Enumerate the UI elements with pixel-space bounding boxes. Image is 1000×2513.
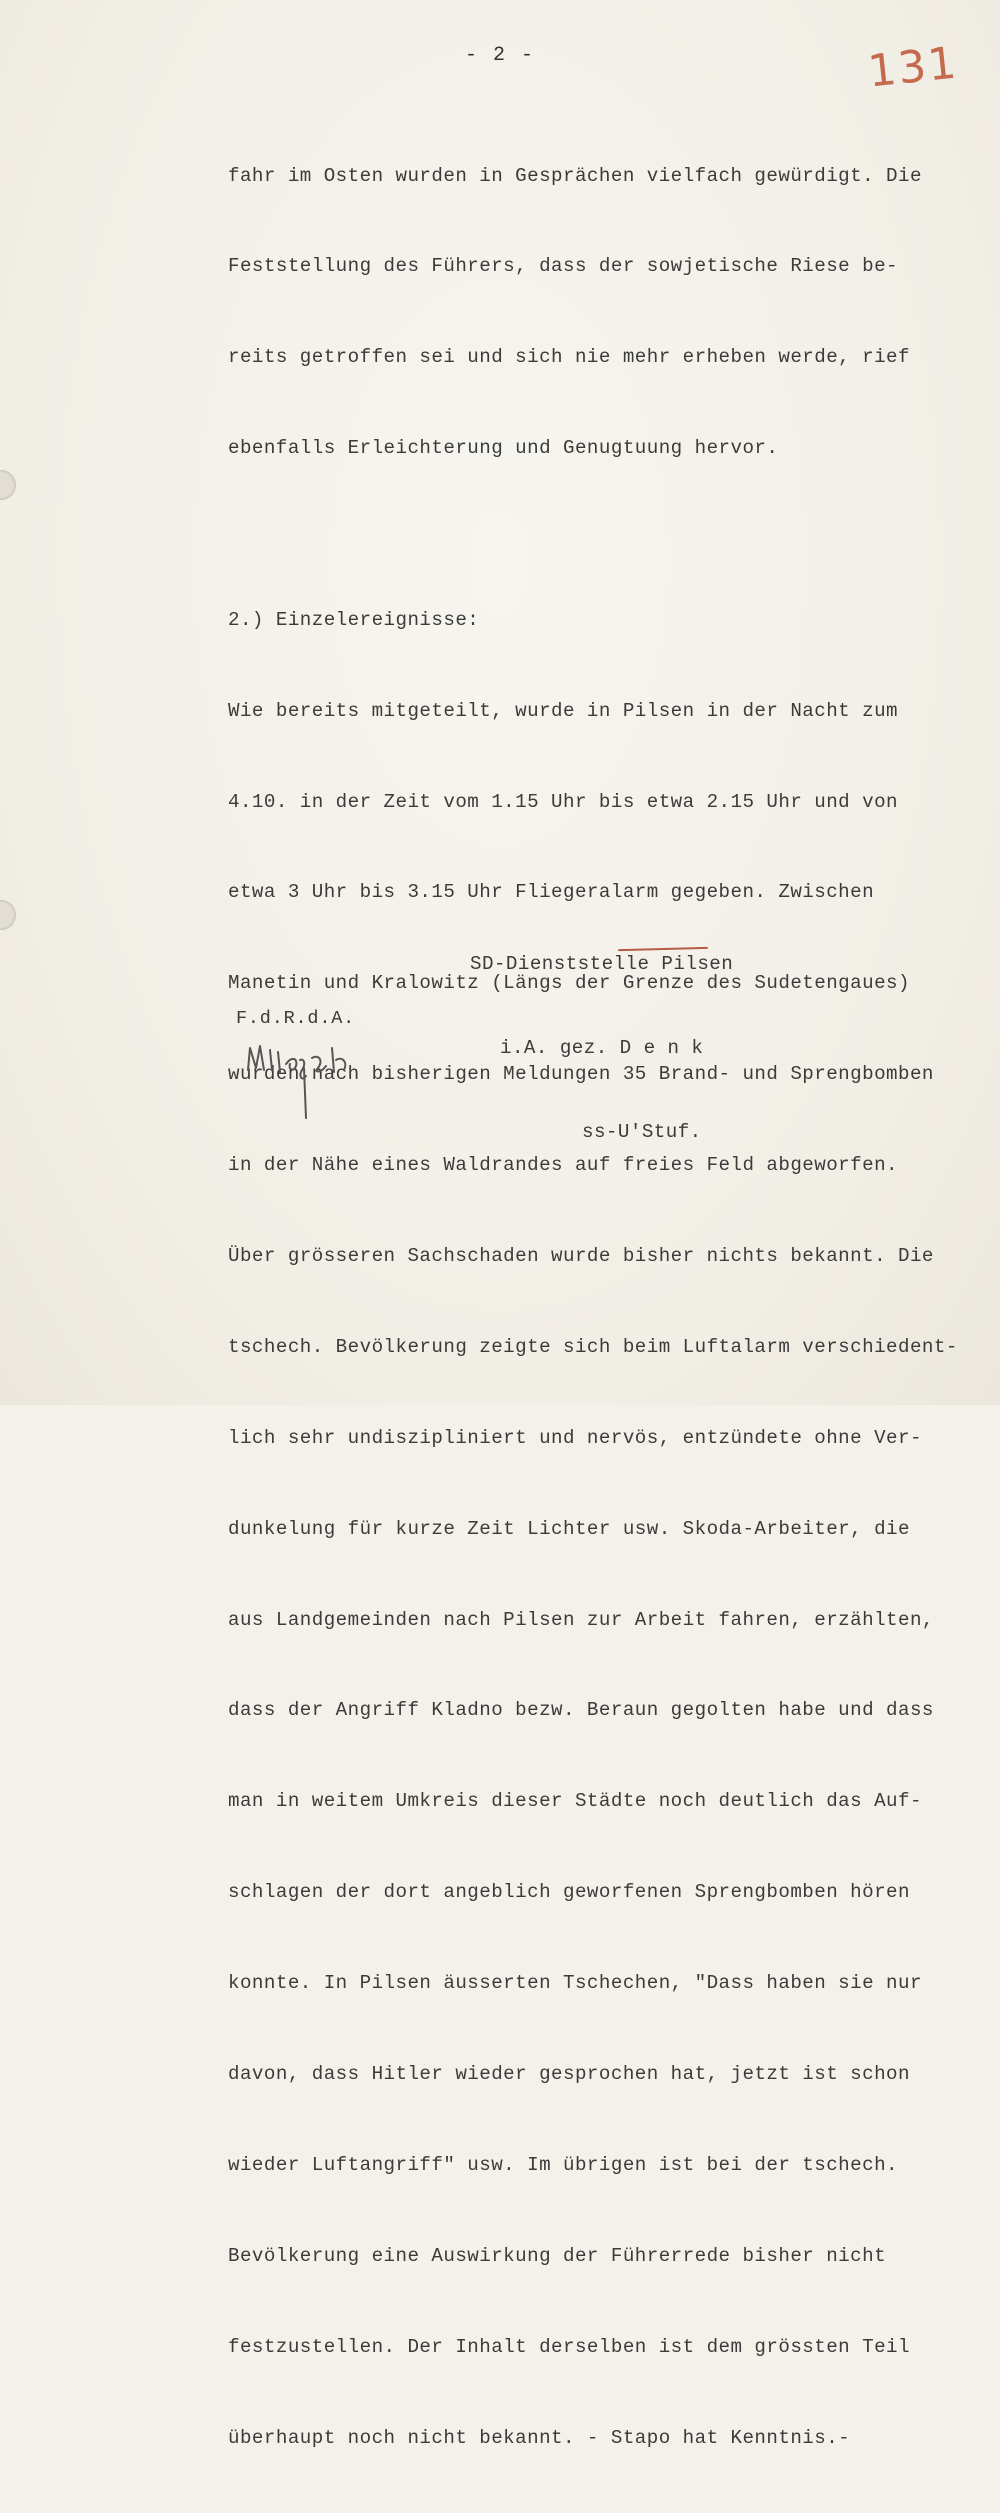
office-name: SD-Dienststelle Pilsen <box>470 953 734 975</box>
text-line: davon, dass Hitler wieder gesprochen hat, jetzt ist schon <box>228 2063 910 2085</box>
text-line: etwa 3 Uhr bis 3.15 Uhr Fliegeralarm gegeben. Zwischen <box>228 881 875 904</box>
punch-hole <box>0 470 16 500</box>
signed-by: i.A. gez. D e n k <box>500 1037 704 1059</box>
text-line: wurden nach bisherigen Meldungen 35 Brand- und Sprengbomben <box>228 1063 934 1086</box>
text-line: wieder Luftangriff" usw. Im übrigen ist bei der tschech. <box>228 2153 899 2176</box>
text-line: tschech. Bevölkerung zeigte sich beim Luftalarm verschiedent- <box>228 1335 958 1358</box>
body-text <box>228 100 958 2513</box>
text-line: Bevölkerung eine Auswirkung der Führerrede bisher nicht <box>228 2244 887 2267</box>
text-line: konnte. In Pilsen äusserten Tschechen, "Dass haben sie nur <box>228 1972 922 1995</box>
text-line: ebenfalls Erleichterung und Genugtuung hervor. <box>228 437 779 460</box>
text-line: Über grösseren Sachschaden wurde bisher nichts bekannt. Die <box>228 1244 934 1267</box>
text-line: Wie bereits mitgeteilt, wurde in Pilsen in der Nacht zum <box>228 699 899 722</box>
text-line: dunkelung für kurze Zeit Lichter usw. Skoda-Arbeiter, die <box>228 1517 910 1540</box>
text-line: schlagen der dort angeblich geworfenen Sprengbomben hören <box>228 1881 910 1904</box>
text-line: 4.10. in der Zeit vom 1.15 Uhr bis etwa 2.15 Uhr und von <box>228 790 899 813</box>
text-line: Feststellung des Führers, dass der sowjetische Riese be- <box>228 255 899 278</box>
bleed-through <box>150 1150 679 1170</box>
text-line: überhaupt noch nicht bekannt. - Stapo hat Kenntnis.- <box>228 2426 851 2449</box>
text-line: aus Landgemeinden nach Pilsen zur Arbeit fahren, erzählten, <box>228 1608 934 1631</box>
text-line: fahr im Osten wurden in Gesprächen vielfach gewürdigt. Die <box>228 164 922 187</box>
text-line: lich sehr undiszipliniert und nervös, entzündete ohne Ver- <box>228 1426 922 1449</box>
text-line: reits getroffen sei und sich nie mehr erheben werde, rief <box>228 346 910 369</box>
archive-number: 131 <box>865 37 961 98</box>
punch-hole <box>0 900 16 930</box>
text-line: festzustellen. Der Inhalt derselben ist dem grössten Teil <box>228 2335 910 2358</box>
text-line: man in weitem Umkreis dieser Städte noch deutlich das Auf- <box>228 1790 922 1813</box>
certification-label: F.d.R.d.A. <box>236 1008 356 1029</box>
page-number: - 2 - <box>464 44 535 67</box>
text-line: Manetin und Kralowitz (Längs der Grenze des Sudetengaues) <box>228 972 910 995</box>
text-line: dass der Angriff Kladno bezw. Beraun gegolten habe und dass <box>228 1699 934 1722</box>
text-line: in der Nähe eines Waldrandes auf freies Feld abgeworfen. <box>228 1154 899 1177</box>
blank-line <box>228 524 948 544</box>
rank: ss-U'Stuf. <box>582 1121 702 1143</box>
section-heading: 2.) Einzelereignisse: <box>228 608 480 631</box>
handwritten-initials <box>240 1030 370 1120</box>
